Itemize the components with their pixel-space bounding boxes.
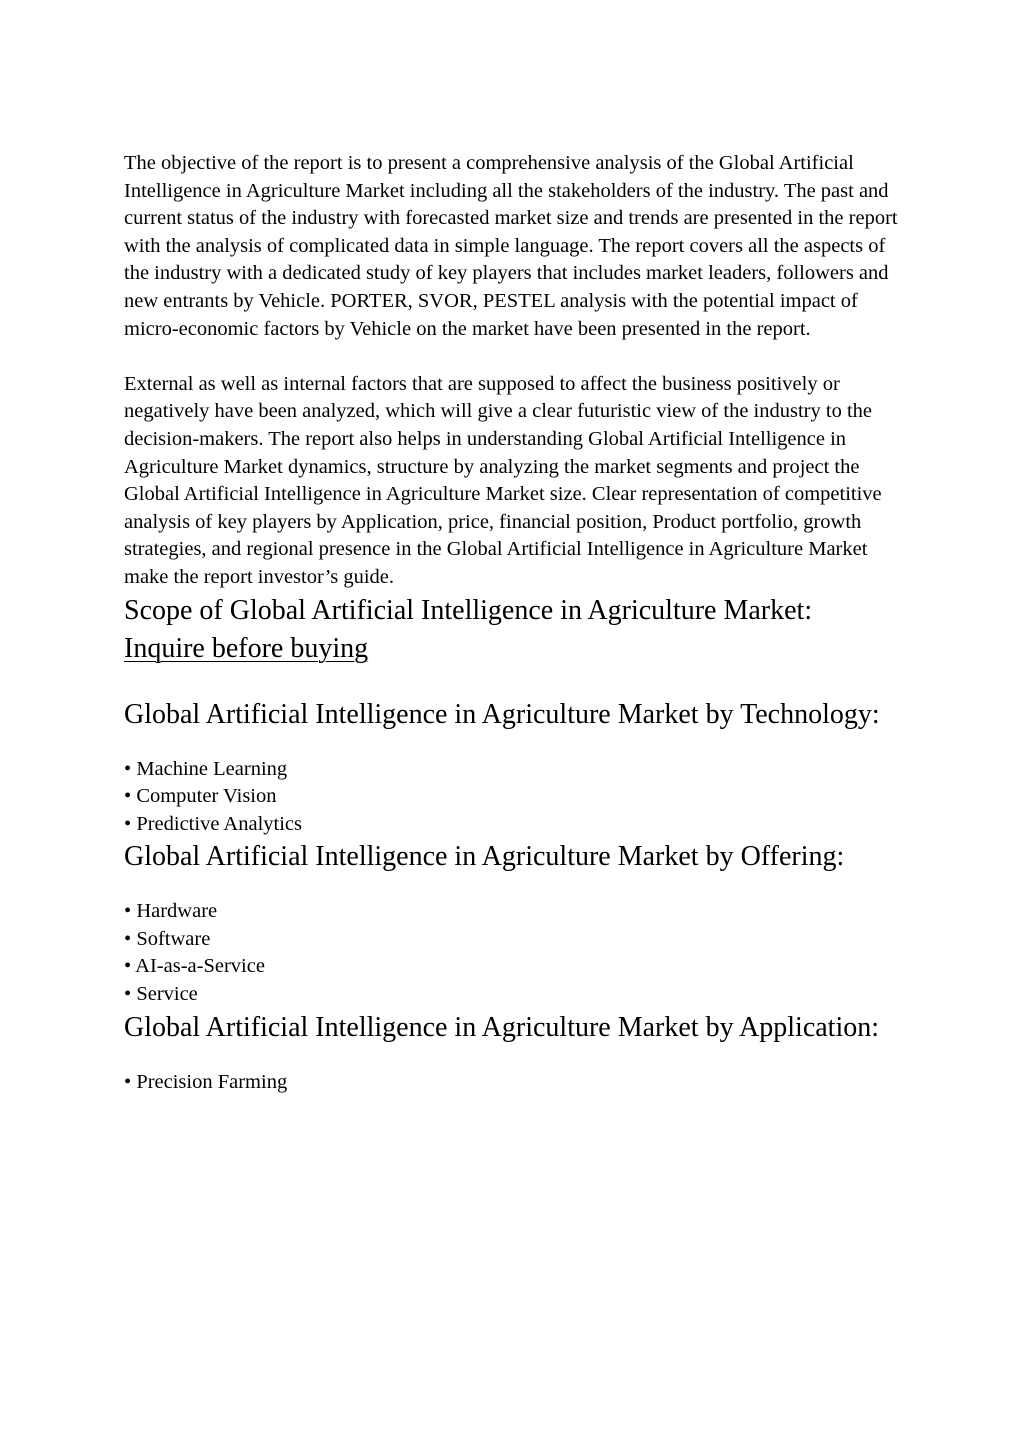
scope-heading: Scope of Global Artificial Intelligence in Agriculture Market:: [124, 594, 813, 626]
application-heading: Global Artificial Intelligence in Agriculture Market by Application:: [124, 1011, 880, 1043]
spacer: [124, 668, 914, 696]
list-item: • Hardware: [124, 898, 914, 926]
application-list: [124, 1069, 914, 1097]
technology-list: [124, 756, 914, 839]
list-item: • Predictive Analytics: [124, 811, 914, 839]
list-item: • Service: [124, 981, 914, 1009]
offering-heading: Global Artificial Intelligence in Agriculture Market by Offering:: [124, 841, 845, 873]
list-item: • Machine Learning: [124, 756, 914, 784]
spacer: [124, 876, 914, 898]
list-item: • Software: [124, 926, 914, 954]
offering-list: [124, 898, 914, 1008]
spacer: [124, 734, 914, 756]
intro-paragraph-2: External as well as internal factors that are supposed to affect the business positively or negatively have been analyzed, which will give a clear futuristic view of the industry to the decision-makers. The report also helps in understanding Global Artificial Intelligence in Agriculture Market dynamics, structure by analyzing the market segments and project the Global Artificial Intelligence in Agriculture Market size. Clear representation of competitive analysis of key players by Application, price, financial position, Product portfolio, growth strategies, and regional presence in the Global Artificial Intelligence in Agriculture Market make the report investor’s guide.: [124, 372, 882, 588]
intro-paragraph-1: The objective of the report is to present a comprehensive analysis of the Global Artificial Intelligence in Agriculture Market including all the stakeholders of the industry. The past and current status of the industry with forecasted market size and trends are presented in the report with the analysis of complicated data in simple language. The report covers all the aspects of the industry with a dedicated study of key players that includes market leaders, followers and new entrants by Vehicle. PORTER, SVOR, PESTEL analysis with the potential impact of micro-economic factors by Vehicle on the market have been presented in the report.: [124, 152, 898, 340]
technology-heading: Global Artificial Intelligence in Agriculture Market by Technology:: [124, 698, 880, 730]
spacer: [124, 1047, 914, 1069]
list-item: • Computer Vision: [124, 783, 914, 811]
inquire-before-buying-link[interactable]: Inquire before buying: [124, 632, 369, 664]
list-item: • AI-as-a-Service: [124, 953, 914, 981]
document-page: [124, 150, 914, 1096]
list-item: • Precision Farming: [124, 1069, 914, 1097]
